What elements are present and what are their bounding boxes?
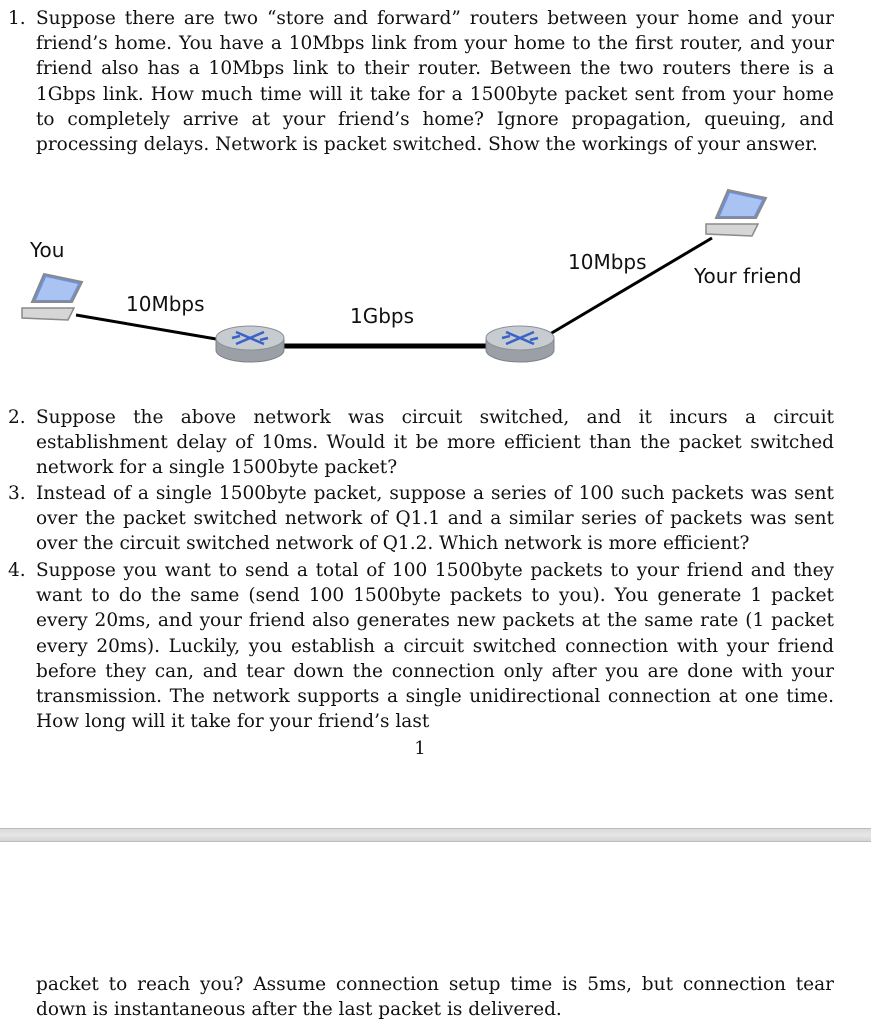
label-link-left: 10Mbps bbox=[126, 292, 205, 316]
question-3 bbox=[8, 481, 834, 557]
router-icon bbox=[216, 326, 284, 362]
link-you-router1 bbox=[76, 315, 222, 340]
router-icon bbox=[486, 326, 554, 362]
network-diagram bbox=[0, 180, 871, 390]
label-link-right: 10Mbps bbox=[568, 250, 647, 274]
laptop-icon bbox=[706, 190, 766, 236]
page-divider bbox=[0, 828, 871, 842]
question-number: 3. bbox=[8, 483, 26, 504]
question-4 bbox=[8, 558, 834, 734]
question-number: 2. bbox=[8, 407, 26, 428]
question-1 bbox=[8, 6, 834, 157]
question-text: Suppose there are two “store and forward” routers between your home and your friend’s home. You have a 10Mbps link from your home to the first router, and your friend also has a 10Mbps link to their router. Between the two routers there is a 1Gbps link. How much time will it take for a 1500byte packet sent from your home to completely arrive at your friend’s home? Ignore propagation, queuing, and processing delays. Network is packet switched. Show the workings of your answer. bbox=[36, 8, 834, 156]
question-number: 1. bbox=[8, 8, 26, 29]
page-number: 1 bbox=[414, 738, 426, 759]
question-text: Suppose you want to send a total of 100 1500byte packets to your friend and they want to do the same (send 100 1500byte packets to you). You generate 1 packet every 20ms, and your friend also generates new packets at the same rate (1 packet every 20ms). Luckily, you establish a circuit switched connection with your friend before they can, and tear down the connection only after you are done with your transmission. The network supports a single unidirectional connection at one time. How long will it take for your friend’s last bbox=[36, 560, 834, 733]
label-friend: Your friend bbox=[694, 264, 802, 288]
question-number: 4. bbox=[8, 560, 26, 581]
question-text: Instead of a single 1500byte packet, suppose a series of 100 such packets was sent over the packet switched network of Q1.1 and a similar series of packets was sent over the circuit switched network of Q1.2. Which network is more efficient? bbox=[36, 483, 834, 555]
label-link-middle: 1Gbps bbox=[350, 304, 415, 328]
question-2 bbox=[8, 405, 834, 481]
label-you: You bbox=[30, 238, 65, 262]
question-4-continuation: packet to reach you? Assume connection setup time is 5ms, but connection tear down is instantaneous after the last packet is delivered. bbox=[36, 974, 834, 1021]
question-text: Suppose the above network was circuit switched, and it incurs a circuit establishment delay of 10ms. Would it be more efficient than the packet switched network for a single 1500byte packet? bbox=[36, 407, 834, 479]
laptop-icon bbox=[22, 274, 82, 320]
